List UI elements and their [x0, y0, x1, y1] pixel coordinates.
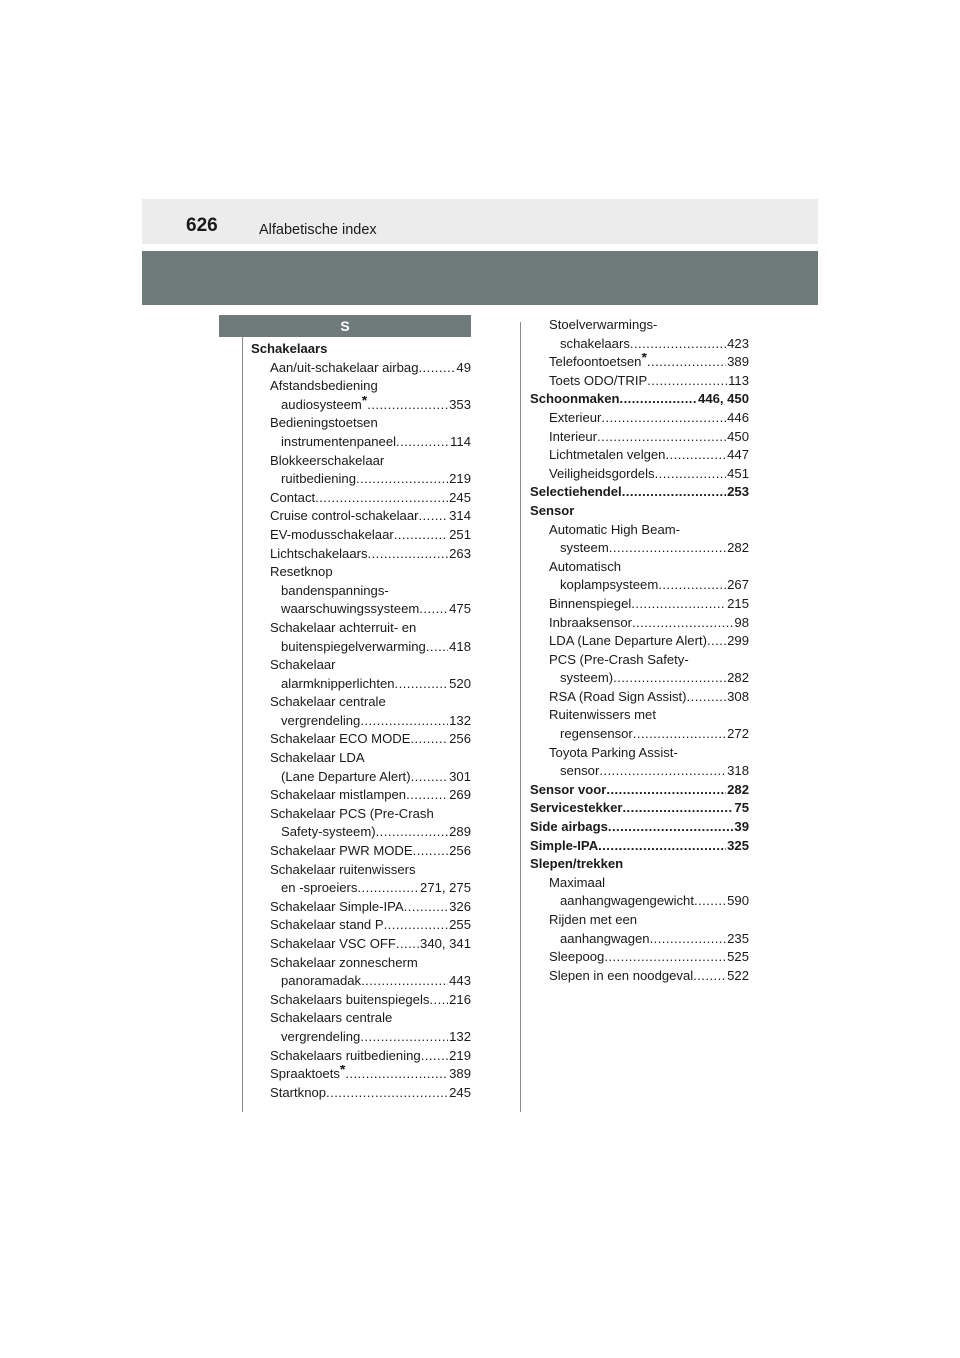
entry-page-ref[interactable]: 269	[449, 787, 471, 803]
entry-page-ref[interactable]: 253	[727, 484, 749, 500]
entry-label: Aan/uit-schakelaar airbag	[270, 359, 419, 375]
index-heading	[530, 799, 749, 818]
dot-leader	[395, 675, 449, 694]
entry-label: Resetknop	[270, 564, 333, 580]
entry-label: Schakelaar ECO MODE	[270, 731, 411, 747]
entry-page-ref[interactable]: 289	[449, 824, 471, 840]
index-entry	[251, 1065, 471, 1084]
index-entry	[530, 762, 749, 781]
entry-page-ref[interactable]: 353	[449, 396, 471, 412]
entry-label: Cruise control-schakelaar	[270, 508, 419, 524]
dot-leader	[421, 1047, 448, 1066]
entry-label: aanhangwagen	[560, 930, 650, 946]
entry-page-ref[interactable]: 451	[727, 465, 749, 481]
entry-label: Lichtschakelaars	[270, 545, 368, 561]
entry-label: Schakelaar zonnescherm	[270, 954, 418, 970]
index-entry	[251, 879, 471, 898]
entry-label: Lichtmetalen velgen	[549, 447, 666, 463]
dot-leader	[632, 614, 733, 633]
index-heading	[251, 340, 471, 359]
entry-label: Toets ODO/TRIP	[549, 372, 648, 388]
index-entry	[530, 948, 749, 967]
entry-label: Schakelaar PWR MODE	[270, 843, 413, 859]
index-entry	[530, 539, 749, 558]
index-entry	[251, 805, 471, 824]
index-entry	[530, 967, 749, 986]
index-entry	[530, 465, 749, 484]
index-entry	[251, 935, 471, 954]
entry-label: Automatisch	[549, 558, 622, 574]
index-entry	[530, 558, 749, 577]
index-entry	[251, 749, 471, 768]
dot-leader	[609, 539, 726, 558]
entry-label: bandenspannings-	[281, 582, 389, 598]
entry-label: schakelaars	[560, 335, 630, 351]
index-entry	[530, 892, 749, 911]
index-entry	[251, 526, 471, 545]
index-heading	[530, 781, 749, 800]
entry-page-ref[interactable]: 282	[727, 670, 749, 686]
entry-label: Binnenspiegel	[549, 595, 632, 611]
entry-page-ref[interactable]: 219	[449, 1047, 471, 1063]
dot-leader	[631, 595, 726, 614]
entry-label: panoramadak	[281, 973, 362, 989]
index-entry	[251, 452, 471, 471]
index-entry	[251, 470, 471, 489]
entry-label: Sensor voor	[530, 781, 607, 797]
entry-label: Schakelaar ruitenwissers	[270, 861, 416, 877]
index-entry	[530, 706, 749, 725]
entry-label: Exterieur	[549, 409, 602, 425]
index-entry	[530, 353, 749, 372]
index-entry	[530, 595, 749, 614]
index-entry	[251, 619, 471, 638]
index-entry	[251, 600, 471, 619]
entry-page-ref[interactable]: 450	[727, 428, 749, 444]
dot-leader	[622, 483, 726, 502]
header-bar	[142, 199, 818, 244]
entry-label: Schakelaar	[270, 657, 336, 673]
entry-label: Spraaktoets*	[270, 1065, 345, 1084]
index-entry	[530, 316, 749, 335]
entry-label: Schakelaars	[251, 341, 328, 356]
dot-leader	[360, 1028, 448, 1047]
entry-label: Veiligheidsgordels	[549, 465, 655, 481]
dot-leader	[606, 781, 726, 800]
dot-leader	[597, 428, 726, 447]
section-letter: S	[219, 315, 471, 337]
dot-leader	[410, 730, 448, 749]
entry-label: Startknop	[270, 1084, 327, 1100]
index-entry	[530, 576, 749, 595]
index-entry	[251, 693, 471, 712]
dot-leader	[368, 545, 449, 564]
header-band	[142, 251, 818, 305]
index-entry	[251, 582, 471, 601]
footnote-asterisk: *	[339, 1065, 346, 1078]
entry-label: Contact	[270, 489, 316, 505]
entry-label: Schoonmaken	[530, 391, 620, 407]
page-title: Alfabetische index	[259, 222, 377, 238]
index-entry	[530, 335, 749, 354]
entry-page-ref[interactable]: 525	[727, 949, 749, 965]
index-entry	[530, 372, 749, 391]
dot-leader	[419, 600, 448, 619]
dot-leader	[613, 669, 726, 688]
entry-label: systeem	[560, 540, 609, 556]
dot-leader	[361, 972, 448, 991]
dot-leader	[429, 991, 448, 1010]
index-entry	[251, 656, 471, 675]
entry-page-ref[interactable]: 219	[449, 471, 471, 487]
entry-label: Schakelaar PCS (Pre-Crash	[270, 805, 434, 821]
dot-leader	[384, 916, 449, 935]
entry-page-ref[interactable]: 446	[727, 409, 749, 425]
entry-page-ref[interactable]: 272	[727, 726, 749, 742]
dot-leader	[418, 359, 455, 378]
entry-label: Automatic High Beam-	[549, 521, 680, 537]
entry-label: Slepen in een noodgeval	[549, 967, 694, 983]
entry-page-ref[interactable]: 520	[449, 675, 471, 691]
entry-page-ref[interactable]: 75	[734, 800, 749, 816]
entry-label: aanhangwagengewicht	[560, 893, 694, 909]
dot-leader	[665, 446, 726, 465]
entry-label: Ruitenwissers met	[549, 707, 656, 723]
entry-label: PCS (Pre-Crash Safety-	[549, 651, 689, 667]
index-entry	[251, 489, 471, 508]
index-entry	[530, 744, 749, 763]
dot-leader	[404, 898, 448, 917]
entry-page-ref[interactable]: 522	[727, 967, 749, 983]
index-entry	[530, 446, 749, 465]
index-entry	[251, 916, 471, 935]
index-entry	[530, 930, 749, 949]
dot-leader	[650, 930, 727, 949]
dot-leader	[426, 638, 448, 657]
index-entry	[251, 638, 471, 657]
entry-label: vergrendeling	[281, 1028, 361, 1044]
entry-label: LDA (Lane Departure Alert)	[549, 633, 707, 649]
index-heading	[530, 855, 749, 874]
index-entry	[530, 614, 749, 633]
index-entry	[251, 1084, 471, 1103]
entry-label: ruitbediening	[281, 471, 356, 487]
entry-page-ref[interactable]: 326	[449, 898, 471, 914]
dot-leader	[360, 712, 448, 731]
index-entry	[530, 521, 749, 540]
index-entry	[251, 842, 471, 861]
entry-label: Inbraaksensor	[549, 614, 632, 630]
dot-leader	[601, 409, 726, 428]
entry-page-ref[interactable]: 245	[449, 1084, 471, 1100]
entry-page-ref[interactable]: 325	[727, 837, 749, 853]
dot-leader	[315, 489, 448, 508]
dot-leader	[694, 892, 726, 911]
entry-label: Stoelverwarmings-	[549, 317, 658, 332]
dot-leader	[647, 353, 726, 372]
entry-page-ref[interactable]: 590	[727, 893, 749, 909]
entry-label: Maximaal	[549, 874, 606, 890]
entry-page-ref[interactable]: 216	[449, 991, 471, 1007]
index-entry	[251, 712, 471, 731]
index-entry	[530, 428, 749, 447]
dot-leader	[707, 632, 726, 651]
dot-leader	[598, 837, 726, 856]
entry-label: regensensor	[560, 726, 633, 742]
entry-label: en -sproeiers	[281, 880, 358, 896]
dot-leader	[396, 935, 419, 954]
dot-leader	[418, 507, 448, 526]
entry-label: audiosysteem*	[281, 396, 367, 415]
entry-label: waarschuwingssysteem	[281, 601, 420, 617]
index-entry	[251, 396, 471, 415]
entry-label: koplampsysteem	[560, 577, 659, 593]
entry-page-ref[interactable]: 443	[449, 973, 471, 989]
entry-label: Telefoontoetsen*	[549, 353, 647, 372]
entry-page-ref[interactable]: 132	[449, 1028, 471, 1044]
column-divider-left	[242, 337, 243, 1112]
entry-label: EV-modusschakelaar	[270, 526, 394, 542]
index-heading	[530, 818, 749, 837]
entry-label: Slepen/trekken	[530, 856, 624, 872]
entry-page-ref[interactable]: 263	[449, 545, 471, 561]
entry-page-ref[interactable]: 245	[449, 489, 471, 505]
entry-label: Schakelaar mistlampen	[270, 787, 407, 803]
index-entry	[530, 725, 749, 744]
index-entry	[251, 768, 471, 787]
entry-page-ref[interactable]: 418	[449, 638, 471, 654]
entry-label: Schakelaar stand P	[270, 917, 384, 933]
index-entry	[251, 433, 471, 452]
entry-label: systeem)	[560, 670, 614, 686]
index-entry	[251, 507, 471, 526]
dot-leader	[396, 433, 449, 452]
dot-leader	[604, 948, 726, 967]
entry-page-ref[interactable]: 132	[449, 712, 471, 728]
entry-label: vergrendeling	[281, 712, 361, 728]
index-entry	[251, 898, 471, 917]
index-entry	[530, 911, 749, 930]
entry-page-ref[interactable]: 215	[727, 595, 749, 611]
index-entry	[251, 954, 471, 973]
entry-label: (Lane Departure Alert)	[281, 768, 411, 784]
entry-page-ref[interactable]: 39	[734, 819, 749, 835]
index-entry	[251, 861, 471, 880]
index-heading	[530, 502, 749, 521]
index-entry	[530, 651, 749, 670]
index-entry	[530, 669, 749, 688]
entry-page-ref[interactable]: 256	[449, 843, 471, 859]
dot-leader	[693, 967, 726, 986]
entry-label: Safety-systeem)	[281, 824, 376, 840]
index-entry	[251, 1028, 471, 1047]
dot-leader	[630, 335, 726, 354]
entry-page-ref[interactable]: 282	[727, 540, 749, 556]
entry-page-ref[interactable]: 113	[728, 372, 749, 388]
index-entry	[251, 1009, 471, 1028]
entry-label: sensor	[560, 763, 600, 779]
dot-leader	[356, 470, 448, 489]
dot-leader	[687, 688, 727, 707]
entry-label: alarmknipperlichten	[281, 675, 395, 691]
entry-page-ref[interactable]: 267	[727, 577, 749, 593]
index-entry	[251, 563, 471, 582]
entry-label: instrumentenpaneel	[281, 433, 397, 449]
index-entry	[251, 359, 471, 378]
index-entry	[251, 675, 471, 694]
index-column-2	[530, 316, 749, 985]
entry-page-ref[interactable]: 271, 275	[420, 880, 471, 896]
dot-leader	[413, 842, 449, 861]
dot-leader	[411, 768, 449, 787]
entry-label: Schakelaar LDA	[270, 750, 365, 766]
entry-page-ref[interactable]: 475	[449, 601, 471, 617]
entry-page-ref[interactable]: 301	[449, 768, 471, 784]
page-number: 626	[186, 215, 218, 236]
entry-page-ref[interactable]: 98	[734, 614, 749, 630]
entry-label: Sleepoog	[549, 949, 605, 965]
entry-page-ref[interactable]: 114	[450, 433, 471, 449]
index-entry	[251, 377, 471, 396]
entry-label: Schakelaars centrale	[270, 1010, 393, 1026]
dot-leader	[599, 762, 726, 781]
dot-leader	[345, 1065, 448, 1084]
index-heading	[530, 837, 749, 856]
entry-label: Schakelaar centrale	[270, 694, 386, 710]
dot-leader	[633, 725, 726, 744]
entry-label: Schakelaar Simple-IPA	[270, 898, 404, 914]
entry-page-ref[interactable]: 389	[727, 354, 749, 370]
entry-label: Schakelaars ruitbediening	[270, 1047, 421, 1063]
entry-label: Simple-IPA	[530, 837, 599, 853]
index-entry	[251, 730, 471, 749]
entry-label: Schakelaar achterruit- en	[270, 619, 417, 635]
dot-leader	[394, 526, 448, 545]
entry-label: Afstandsbediening	[270, 378, 378, 394]
entry-page-ref[interactable]: 256	[449, 731, 471, 747]
entry-page-ref[interactable]: 340, 341	[420, 936, 471, 951]
dot-leader	[620, 390, 698, 409]
dot-leader	[658, 576, 726, 595]
column-divider-middle	[520, 322, 521, 1112]
entry-page-ref[interactable]: 255	[449, 917, 471, 933]
entry-label: RSA (Road Sign Assist)	[549, 688, 687, 704]
index-heading	[530, 483, 749, 502]
index-entry	[530, 409, 749, 428]
entry-label: Sensor	[530, 502, 575, 518]
index-entry	[251, 823, 471, 842]
dot-leader	[608, 818, 734, 837]
index-entry	[251, 972, 471, 991]
entry-page-ref[interactable]: 282	[727, 781, 749, 797]
entry-page-ref[interactable]: 251	[449, 526, 471, 542]
entry-label: Side airbags	[530, 819, 608, 835]
entry-page-ref[interactable]: 314	[449, 508, 471, 524]
entry-page-ref[interactable]: 299	[727, 633, 749, 649]
entry-label: Bedieningstoetsen	[270, 415, 378, 431]
footnote-asterisk: *	[641, 353, 647, 366]
entry-page-ref[interactable]: 49	[456, 359, 471, 375]
entry-label: Toyota Parking Assist-	[549, 744, 678, 760]
entry-page-ref[interactable]: 447	[727, 447, 749, 463]
index-entry	[251, 991, 471, 1010]
dot-leader	[367, 396, 448, 415]
entry-page-ref[interactable]: 235	[727, 930, 749, 946]
index-entry	[530, 874, 749, 893]
index-entry	[251, 414, 471, 433]
index-heading	[530, 390, 749, 409]
index-entry	[530, 688, 749, 707]
entry-label: Schakelaars buitenspiegels	[270, 991, 430, 1007]
entry-label: Blokkeerschakelaar	[270, 452, 385, 468]
entry-label: Schakelaar VSC OFF	[270, 936, 396, 951]
dot-leader	[357, 879, 419, 898]
entry-label: Rijden met een	[549, 912, 638, 927]
entry-page-ref[interactable]: 423	[727, 335, 749, 351]
dot-leader	[406, 786, 448, 805]
entry-label: Selectiehendel	[530, 484, 622, 500]
entry-label: Servicestekker	[530, 800, 623, 816]
dot-leader	[326, 1084, 448, 1103]
dot-leader	[655, 465, 727, 484]
entry-page-ref[interactable]: 446, 450	[698, 391, 749, 407]
entry-label: buitenspiegelverwarming	[281, 638, 426, 654]
entry-page-ref[interactable]: 318	[727, 763, 749, 779]
index-entry	[251, 545, 471, 564]
index-entry	[251, 786, 471, 805]
dot-leader	[376, 823, 449, 842]
index-column-1	[251, 340, 471, 1102]
index-entry	[251, 1047, 471, 1066]
entry-label: Interieur	[549, 428, 598, 444]
entry-page-ref[interactable]: 308	[727, 688, 749, 704]
dot-leader	[622, 799, 733, 818]
index-entry	[530, 632, 749, 651]
dot-leader	[647, 372, 727, 391]
entry-page-ref[interactable]: 389	[449, 1066, 471, 1082]
footnote-asterisk: *	[361, 395, 368, 408]
